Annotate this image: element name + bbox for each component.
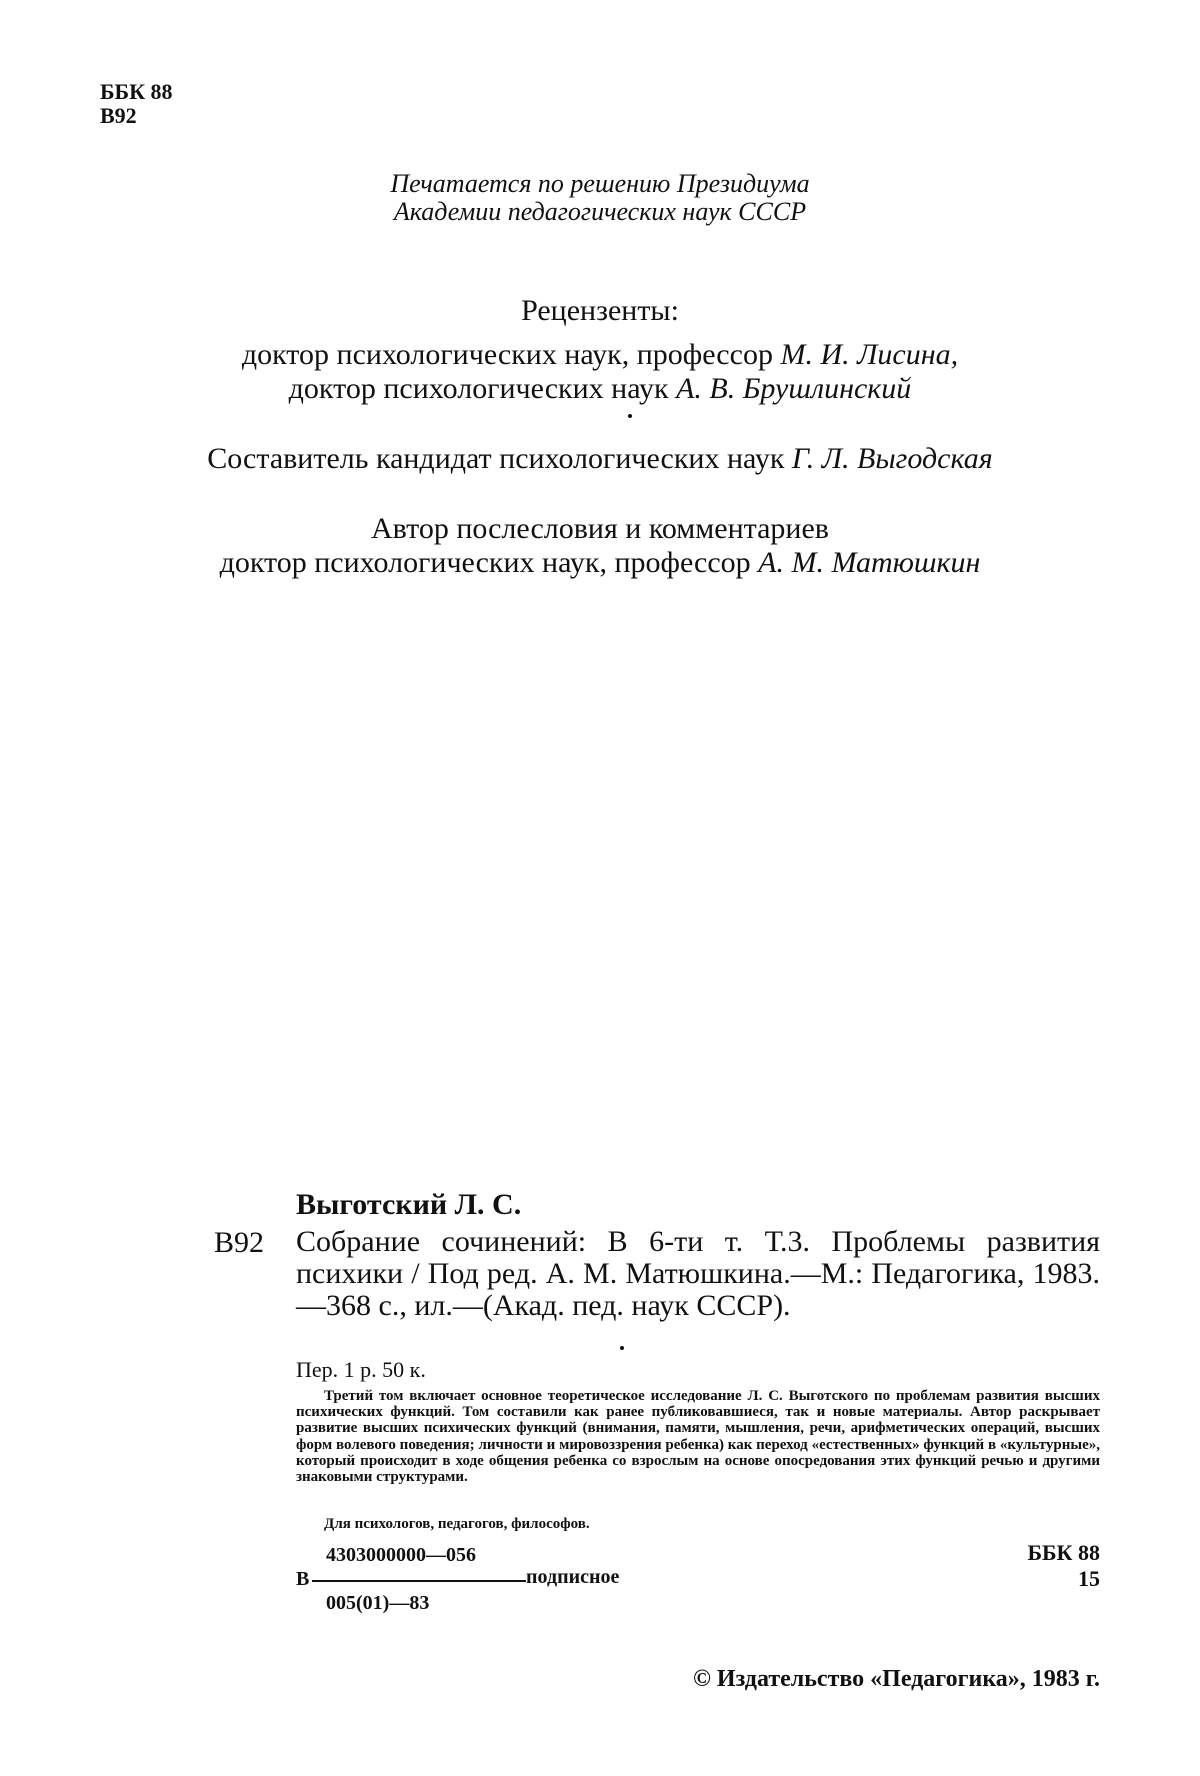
reviewer-2-name: А. В. Брушлинский — [676, 372, 912, 405]
index-numerator: 4303000000—056 — [326, 1544, 476, 1566]
catalog-card-code: В92 — [214, 1226, 265, 1259]
index-fraction-line — [312, 1580, 526, 1582]
index-letter: В — [296, 1568, 310, 1590]
stray-dot — [628, 414, 632, 418]
catalog-code: В92 — [100, 103, 137, 128]
afterword-author — [0, 546, 1200, 580]
catalog-price: Пер. 1 р. 50 к. — [296, 1357, 426, 1382]
index-note: подписное — [526, 1566, 620, 1588]
copyright: © Издательство «Педагогика», 1983 г. — [693, 1666, 1100, 1692]
reviewer-1-name: М. И. Лисина, — [780, 338, 959, 371]
compiler — [0, 442, 1200, 476]
catalog-bbk: ББК 88 — [1027, 1540, 1100, 1565]
notice-line-1: Печатается по решению Президиума — [390, 169, 810, 198]
publication-notice — [0, 170, 1200, 226]
catalog-bbk-number: 15 — [1078, 1566, 1100, 1591]
afterword-credentials: доктор психологических наук, профессор — [219, 546, 759, 579]
catalog-title: Собрание сочинений: В 6-ти т. Т.3. Проблемы развития психики / Под ред. А. М. Матюшкина.—М.: Педагогика, 1983.—368 с., ил.—(Акад. пед. наук СССР). — [296, 1225, 1100, 1322]
index-denominator: 005(01)—83 — [326, 1592, 430, 1614]
reviewer-2-credentials: доктор психологических наук — [288, 372, 677, 405]
catalog-annotation: Третий том включает основное теоретическое исследование Л. С. Выготского по проблемам развития высших психических функций. Том составили как ранее публиковавшиеся, так и новые материалы. Автор раскрывает развитие высших психических функций (внимания, памяти, мышления, речи, арифметических операций, высших форм волевого поведения; личности и мировоззрения ребенка) как переход «естественных» функций в «культурные», который происходит в ходе общения ребенка со взрослым на основе опосредования этих функций речью и другими знаковыми структурами. — [296, 1388, 1100, 1486]
catalog-author: Выготский Л. С. — [296, 1188, 522, 1221]
reviewer-1-credentials: доктор психологических наук, профессор — [241, 338, 781, 371]
afterword-name: А. М. Матюшкин — [758, 546, 981, 579]
afterword-heading: Автор послесловия и комментариев — [371, 512, 829, 545]
reviewer-2 — [0, 372, 1200, 406]
compiler-name: Г. Л. Выгодская — [791, 442, 993, 475]
notice-line-2: Академии педагогических наук СССР — [393, 197, 807, 226]
compiler-credentials: Составитель кандидат психологических наук — [207, 442, 792, 475]
stray-dot — [620, 1346, 624, 1350]
bbk-code: ББК 88 — [100, 79, 173, 104]
reviewer-1 — [0, 338, 1200, 372]
bbk-block — [100, 80, 173, 128]
catalog-audience: Для психологов, педагогов, философов. — [324, 1516, 590, 1532]
reviewers-heading: Рецензенты: — [521, 294, 679, 327]
